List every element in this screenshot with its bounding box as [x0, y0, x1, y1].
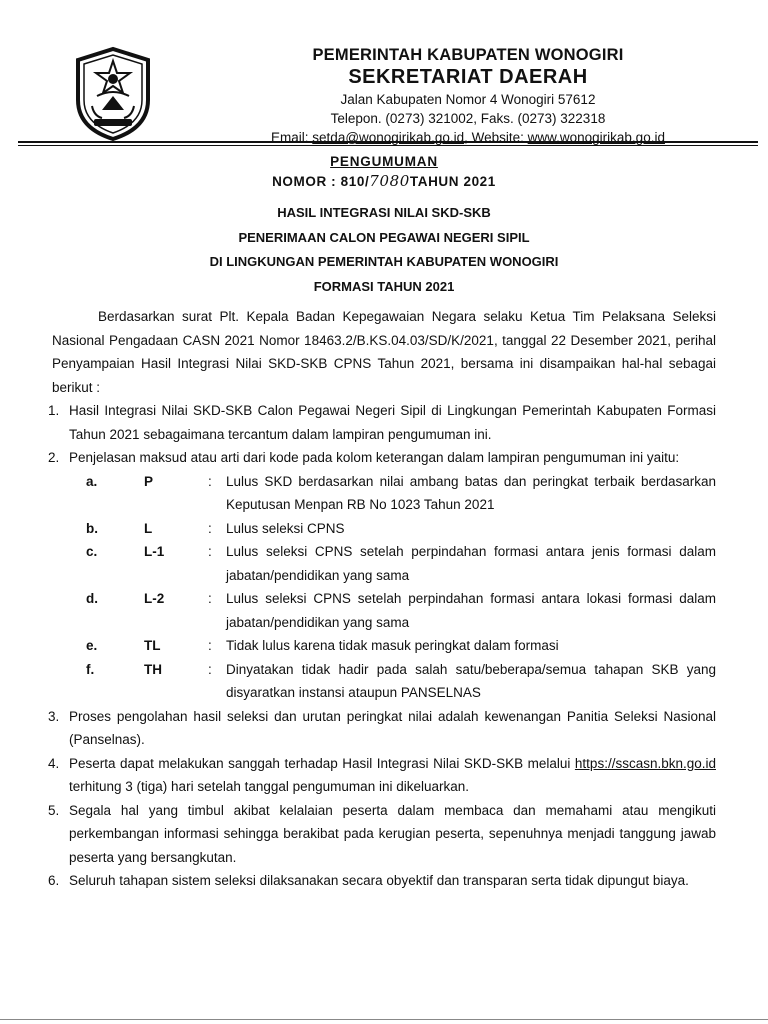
email-label: Email:	[271, 130, 309, 145]
office-name: SEKRETARIAT DAERAH	[348, 66, 588, 88]
announcement-label: PENGUMUMAN	[330, 154, 438, 169]
item-text: Penjelasan maksud atau arti dari kode pada kolom keterangan dalam lampiran pengumuman ini yaitu:	[69, 450, 680, 465]
announcement-list	[48, 399, 716, 893]
list-item	[48, 752, 716, 799]
letterhead-divider-thin	[18, 145, 758, 146]
item-number: 3.	[48, 708, 60, 724]
announcement-body	[48, 305, 716, 893]
code-description: Lulus SKD berdasarkan nilai ambang batas dan peringkat terbaik berdasarkan Keputusan Menpan RB No 1023 Tahun 2021	[226, 473, 716, 512]
office-phone: Telepon. (0273) 321002, Faks. (0273) 322318	[330, 111, 606, 126]
code-row	[69, 587, 716, 634]
code-colon: :	[208, 661, 212, 677]
item-number: 6.	[48, 873, 60, 888]
code-row	[69, 658, 716, 705]
code-letter: f.	[86, 661, 95, 677]
letterhead-divider	[18, 141, 758, 143]
item-number: 4.	[48, 755, 60, 771]
item-number: 5.	[48, 802, 60, 818]
item-number: 1.	[48, 403, 60, 418]
code-colon: :	[208, 591, 212, 606]
item-text-before-link: Peserta dapat melakukan sanggah terhadap Hasil Integrasi Nilai SKD-SKB melalui	[69, 755, 575, 771]
code-letter: a.	[86, 473, 98, 489]
code-row	[69, 634, 716, 658]
code-value: L-1	[144, 544, 165, 559]
code-letter: c.	[86, 544, 98, 559]
item-text: Hasil Integrasi Nilai SKD-SKB Calon Pegawai Negeri Sipil di Lingkungan Pemerintah Kabupaten Formasi Tahun 2021 sebagaimana tercantum dalam lampiran pengumuman ini.	[69, 403, 716, 442]
sscasn-link[interactable]: https://sscasn.bkn.go.id	[574, 755, 716, 771]
heading-line-4: FORMASI TAHUN 2021	[313, 279, 455, 294]
code-letter: b.	[86, 520, 98, 536]
letterhead	[18, 36, 758, 146]
list-item	[48, 705, 716, 752]
code-colon: :	[208, 638, 212, 653]
list-item	[48, 399, 716, 446]
number-suffix: TAHUN 2021	[409, 174, 496, 189]
heading-line-3: DI LINGKUNGAN PEMERINTAH KABUPATEN WONOGIRI	[209, 254, 559, 269]
government-name: PEMERINTAH KABUPATEN WONOGIRI	[312, 46, 624, 64]
code-colon: :	[208, 544, 212, 559]
list-item	[48, 869, 716, 893]
list-item	[48, 446, 716, 705]
code-description: Tidak lulus karena tidak masuk peringkat dalam formasi	[226, 638, 559, 653]
item-text: Seluruh tahapan sistem seleksi dilaksanakan secara obyektif dan transparan serta tidak dipungut biaya.	[69, 873, 689, 888]
heading-line-1: HASIL INTEGRASI NILAI SKD-SKB	[277, 205, 491, 220]
code-value: L-2	[144, 591, 165, 606]
code-value: P	[144, 473, 154, 489]
intro-paragraph: Berdasarkan surat Plt. Kepala Badan Kepegawaian Negara selaku Ketua Tim Pelaksana Seleksi Nasional Pengadaan CASN 2021 Nomor 18463.2/B.KS.04.03/SD/K/2021, tanggal 22 Desember 2021, perihal Penyampaian Hasil Integrasi Nilai SKD-SKB CPNS Tahun 2021, bersama ini disampaikan hal-hal sebagai berikut :	[52, 309, 716, 395]
heading-line-2: PENERIMAAN CALON PEGAWAI NEGERI SIPIL	[238, 230, 530, 245]
code-value: L	[144, 520, 153, 536]
item-text-after-link: terhitung 3 (tiga) hari setelah tanggal pengumuman ini dikeluarkan.	[69, 779, 469, 794]
code-colon: :	[208, 520, 212, 536]
website-label: , Website:	[464, 130, 524, 145]
list-item	[48, 799, 716, 870]
letterhead-text	[168, 46, 768, 146]
item-text: Proses pengolahan hasil seleksi dan urutan peringkat nilai adalah kewenangan Panitia Seleksi Nasional (Panselnas).	[69, 708, 716, 747]
code-description: Dinyatakan tidak hadir pada salah satu/beberapa/semua tahapan SKB yang disyaratkan instansi ataupun PANSELNAS	[226, 661, 716, 700]
page-bottom-edge	[0, 1019, 768, 1020]
code-letter: e.	[86, 638, 98, 653]
code-value: TH	[144, 661, 162, 677]
code-value: TL	[144, 638, 161, 653]
number-prefix: NOMOR : 810/	[272, 174, 370, 189]
item-text: Segala hal yang timbul akibat kelalaian peserta dalam membaca dan memahami atau mengikuti perkembangan informasi sehingga berakibat pada kerugian peserta, sepenuhnya menjadi tanggung jawab peserta yang bersangkutan.	[69, 802, 716, 865]
code-description: Lulus seleksi CPNS setelah perpindahan formasi antara jenis formasi dalam jabatan/pendidikan yang sama	[226, 544, 716, 583]
wonogiri-regency-emblem-icon	[72, 46, 154, 142]
code-letter: d.	[86, 591, 98, 606]
item-number: 2.	[48, 450, 60, 465]
office-contact	[168, 129, 768, 146]
email-link[interactable]: setda@wonogirikab.go.id	[312, 130, 465, 145]
code-legend	[69, 470, 716, 705]
code-row	[69, 470, 716, 517]
code-description: Lulus seleksi CPNS	[226, 520, 345, 536]
code-row	[69, 540, 716, 587]
code-row	[69, 517, 716, 541]
handwritten-number: 7080	[369, 172, 410, 190]
code-description: Lulus seleksi CPNS setelah perpindahan formasi antara lokasi formasi dalam jabatan/pendidikan yang sama	[226, 591, 716, 630]
website-link[interactable]: www.wonogirikab.go.id	[527, 130, 665, 145]
announcement-number	[0, 172, 768, 190]
code-colon: :	[208, 473, 212, 489]
office-address: Jalan Kabupaten Nomor 4 Wonogiri 57612	[340, 92, 596, 107]
